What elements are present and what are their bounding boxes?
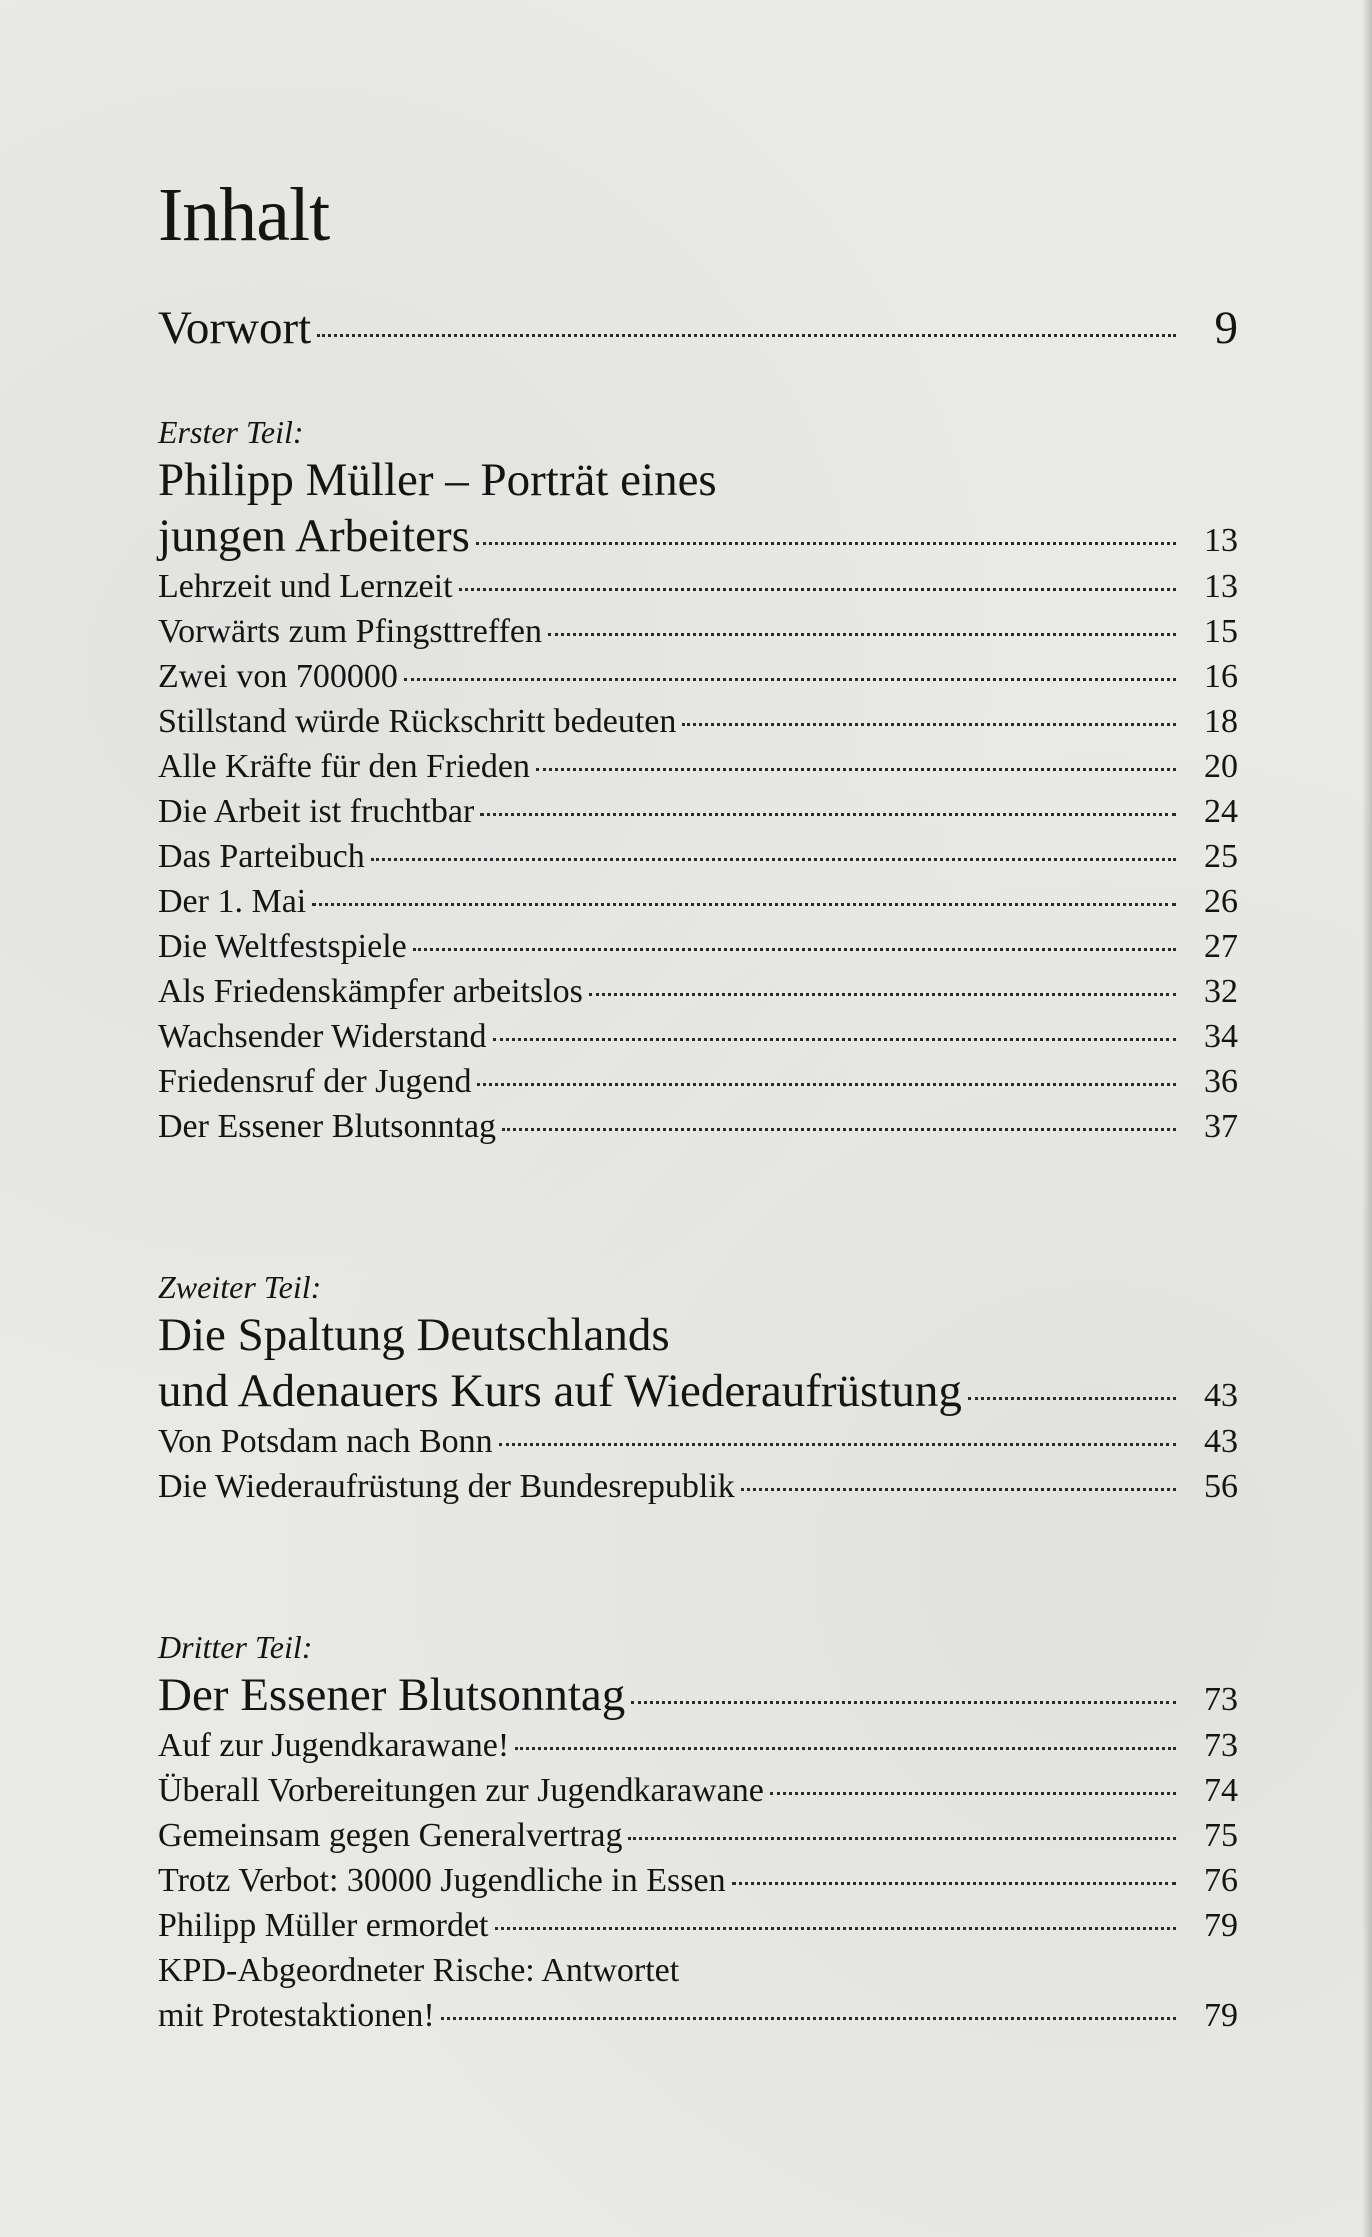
toc-entry-label: Vorwort <box>158 302 312 354</box>
toc-entry[interactable] <box>158 1014 1238 1059</box>
part-heading: Erster Teil: <box>158 414 304 450</box>
toc-entry-label: Von Potsdam nach Bonn <box>158 1423 493 1460</box>
toc-entry-label: Friedensruf der Jugend <box>158 1063 472 1100</box>
toc-page-number: 13 <box>1204 568 1238 605</box>
toc-entry[interactable] <box>158 609 1238 654</box>
dot-leader <box>741 1488 1176 1491</box>
toc-entry-label: Alle Kräfte für den Frieden <box>158 748 530 785</box>
dot-leader <box>476 542 1176 545</box>
toc-page-number: 20 <box>1204 748 1238 785</box>
toc-entry-label: Die Weltfestspiele <box>158 928 407 965</box>
toc-entry-label: und Adenauers Kurs auf Wiederaufrüstung <box>158 1365 962 1417</box>
toc-entry-label: Zwei von 700000 <box>158 658 398 695</box>
toc-page-number: 24 <box>1204 793 1238 830</box>
toc-page-number: 26 <box>1204 883 1238 920</box>
toc-entry-preface[interactable] <box>158 302 1238 354</box>
dot-leader <box>631 1701 1176 1704</box>
toc-page-number: 9 <box>1214 302 1238 354</box>
toc-entry-label: Als Friedenskämpfer arbeitslos <box>158 973 583 1010</box>
toc-entry[interactable] <box>158 1104 1238 1149</box>
toc-page-number: 25 <box>1204 838 1238 875</box>
toc-page-number: 56 <box>1204 1468 1238 1505</box>
toc-entry[interactable] <box>158 1768 1238 1813</box>
toc-entry-part-title[interactable] <box>158 1667 1238 1723</box>
toc-entry[interactable] <box>158 834 1238 879</box>
dot-leader <box>515 1747 1176 1750</box>
toc-page-number: 74 <box>1204 1772 1238 1809</box>
toc-entry-last-line <box>158 1993 1238 2038</box>
toc-entry[interactable] <box>158 1858 1238 1903</box>
dot-leader <box>499 1443 1176 1446</box>
toc-entry-label: Auf zur Jugendkarawane! <box>158 1727 510 1764</box>
dot-leader <box>536 768 1176 771</box>
toc-page-number: 76 <box>1204 1862 1238 1899</box>
toc-entry-label: Die Wiederaufrüstung der Bundesrepublik <box>158 1468 735 1505</box>
toc-entry-label: Der 1. Mai <box>158 883 307 920</box>
dot-leader <box>459 588 1176 591</box>
chapter-list <box>158 1723 1238 2038</box>
dot-leader <box>413 948 1176 951</box>
toc-entry[interactable] <box>158 1723 1238 1768</box>
toc-entry-label: Der Essener Blutsonntag <box>158 1108 497 1145</box>
toc-entry-label: Vorwärts zum Pfingsttreffen <box>158 613 543 650</box>
toc-entry[interactable] <box>158 969 1238 1014</box>
toc-entry-label: Das Parteibuch <box>158 838 365 875</box>
toc-page-number: 43 <box>1204 1423 1238 1460</box>
page-title: Inhalt <box>158 173 330 257</box>
toc-page-number: 34 <box>1204 1018 1238 1055</box>
toc-page-number: 79 <box>1204 1997 1238 2034</box>
toc-entry[interactable] <box>158 924 1238 969</box>
dot-leader <box>312 903 1176 906</box>
dot-leader <box>682 723 1176 726</box>
dot-leader <box>968 1397 1176 1400</box>
toc-page-number: 79 <box>1204 1907 1238 1944</box>
table-of-contents <box>158 170 1238 2038</box>
toc-page-number: 16 <box>1204 658 1238 695</box>
toc-page-number: 18 <box>1204 703 1238 740</box>
toc-page-number: 37 <box>1204 1108 1238 1145</box>
toc-entry-label: Gemeinsam gegen Generalvertrag <box>158 1817 623 1854</box>
dot-leader <box>628 1837 1176 1840</box>
toc-entry[interactable] <box>158 1903 1238 1948</box>
toc-page-number: 13 <box>1204 522 1238 559</box>
toc-entry[interactable] <box>158 789 1238 834</box>
toc-page-number: 36 <box>1204 1063 1238 1100</box>
toc-entry-label: Stillstand würde Rückschritt bedeuten <box>158 703 677 740</box>
dot-leader <box>317 334 1176 337</box>
toc-entry[interactable] <box>158 879 1238 924</box>
dot-leader <box>548 633 1176 636</box>
toc-page-number: 27 <box>1204 928 1238 965</box>
part-title-line: Philipp Müller – Porträt eines <box>158 454 717 506</box>
dot-leader <box>404 678 1176 681</box>
toc-entry[interactable] <box>158 564 1238 609</box>
toc-entry[interactable] <box>158 654 1238 699</box>
part-heading: Dritter Teil: <box>158 1629 313 1665</box>
toc-entry[interactable] <box>158 1813 1238 1858</box>
chapter-list <box>158 1419 1238 1509</box>
toc-entry-label: Trotz Verbot: 30000 Jugendliche in Essen <box>158 1862 726 1899</box>
toc-entry-label: Der Essener Blutsonntag <box>158 1669 626 1721</box>
dot-leader <box>589 993 1176 996</box>
dot-leader <box>441 2017 1176 2020</box>
toc-entry-part-title[interactable] <box>158 508 1238 564</box>
toc-page-number: 43 <box>1204 1377 1238 1414</box>
dot-leader <box>493 1038 1176 1041</box>
toc-entry-label: Wachsender Widerstand <box>158 1018 487 1055</box>
dot-leader <box>770 1792 1176 1795</box>
part-heading: Zweiter Teil: <box>158 1269 322 1305</box>
dot-leader <box>371 858 1176 861</box>
toc-page-number: 75 <box>1204 1817 1238 1854</box>
toc-entry-label: mit Protestaktionen! <box>158 1997 435 2034</box>
toc-page-number: 73 <box>1204 1681 1238 1718</box>
part-1 <box>158 412 1238 1149</box>
dot-leader <box>480 813 1176 816</box>
chapter-list <box>158 564 1238 1149</box>
dot-leader <box>732 1882 1176 1885</box>
toc-page-number: 73 <box>1204 1727 1238 1764</box>
toc-entry-label: Lehrzeit und Lernzeit <box>158 568 453 605</box>
toc-entry-part-title[interactable] <box>158 1363 1238 1419</box>
part-2 <box>158 1267 1238 1509</box>
toc-entry[interactable] <box>158 1464 1238 1509</box>
toc-entry-label: Die Arbeit ist fruchtbar <box>158 793 475 830</box>
toc-entry-label: jungen Arbeiters <box>158 510 470 562</box>
toc-entry-label: Philipp Müller ermordet <box>158 1907 489 1944</box>
dot-leader <box>495 1927 1176 1930</box>
part-title-line: Die Spaltung Deutschlands <box>158 1309 670 1361</box>
dot-leader <box>477 1083 1176 1086</box>
toc-entry[interactable] <box>158 1419 1238 1464</box>
toc-entry-two-line[interactable] <box>158 1948 1238 2038</box>
toc-entry-label-line: KPD-Abgeordneter Rische: Antwortet <box>158 1952 680 1989</box>
toc-entry[interactable] <box>158 699 1238 744</box>
part-3 <box>158 1627 1238 2038</box>
toc-page-number: 32 <box>1204 973 1238 1010</box>
toc-page-number: 15 <box>1204 613 1238 650</box>
dot-leader <box>502 1128 1176 1131</box>
toc-entry[interactable] <box>158 1059 1238 1104</box>
page-edge-shadow <box>1362 0 1372 2237</box>
toc-entry-label: Überall Vorbereitungen zur Jugendkarawane <box>158 1772 764 1809</box>
toc-entry[interactable] <box>158 744 1238 789</box>
